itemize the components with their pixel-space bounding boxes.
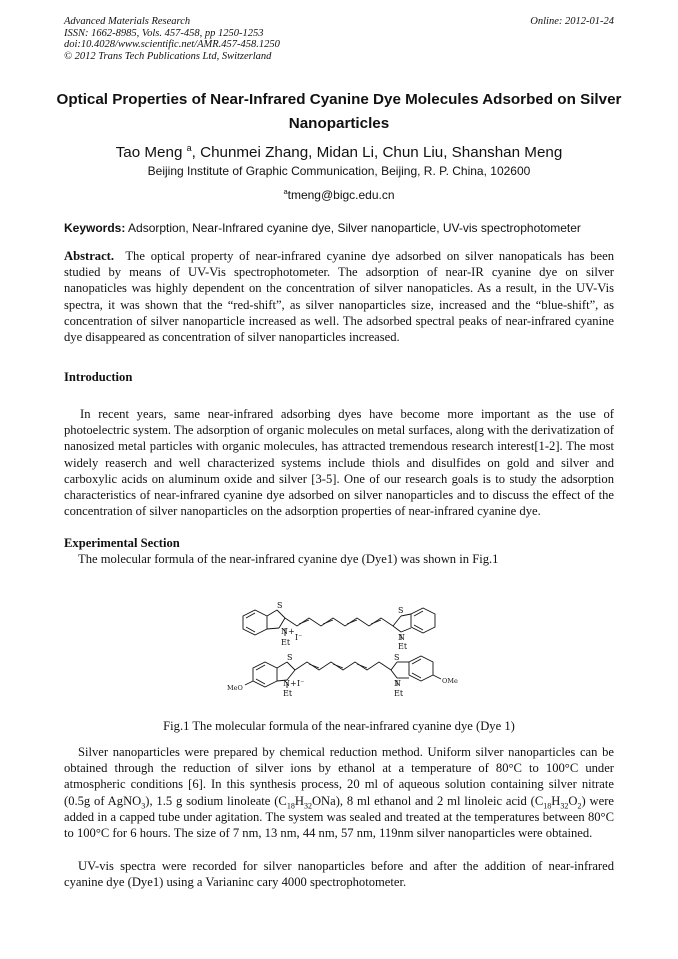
p2-part-e: H [551,793,561,808]
journal-header [64,16,424,62]
p2-sub-5: 32 [560,801,569,811]
doi-line: doi:10.4028/www.scientific.net/AMR.457-458.1250 [64,39,280,50]
p2-part-b: ), 1.5 g sodium linoleate (C [145,793,287,808]
p2-part-d: ONa), 8 ml ethanol and 2 ml linoleic acid (C [311,793,544,808]
p2-sub-4: 18 [543,801,552,811]
p2-sub-2: 18 [286,801,295,811]
cyanine-dye-structure [215,596,475,706]
author-list [44,138,634,163]
email-address[interactable]: tmeng@bigc.edu.cn [287,188,395,202]
contact-email [44,184,634,203]
methoxy-label-left: MeO [227,684,243,692]
journal-name: Advanced Materials Research [64,16,191,27]
sulfur-label-lower-left: S [287,653,293,662]
sulfur-label-upper-right: S [398,606,404,615]
abstract [64,248,614,345]
email-mark: a [283,187,288,196]
paper-title: Optical Properties of Near-Infrared Cyanine Dye Molecules Adsorbed on Silver Nanoparticles [56,91,622,132]
introduction-text: In recent years, same near-infrared adsorbing dyes have become more important as the use of photoelectric system. The adsorption of organic molecules on metal surfaces, along with the derivatization of nanosized metal particles with organic molecules, has attracted tremendous research interest[1-2]. The most widely reaserch and well characterized systems include thiols and disulfides on gold and silver and carboxylic acids on aluminum oxide and silver [3-5]. One of our research goals is to study the adsorption characteristics of near-infrared cyanine dye adsorbed on silver nanoparticles and to discuss the effect of the concentration of silver nanoparticles on the adsorption properties of near-infrared cyanine dye. [64,407,614,519]
introduction-heading: Introduction [64,370,133,384]
p2-sub-1: 3 [141,801,146,811]
nitrogen-label-upper-right: N [398,633,405,642]
author-affil-mark: a [186,143,192,153]
p2-part-f: O [568,793,578,808]
nitrogen-label-lower-right: N [394,679,401,688]
first-author: Tao Meng [115,144,183,162]
keywords [64,220,624,236]
ethyl-label-upper-right: Et [398,642,408,651]
nitrogen-plus-label-lower: N+ [283,679,297,688]
experimental-paragraph-3: UV-vis spectra were recorded for silver nanoparticles before and after the addition of near-infrared cyanine dye (Dye1) using a Varianinc cary 4000 spectrophotometer. [64,859,614,890]
molecular-formula-figure [215,596,475,706]
sulfur-label-lower-right: S [394,653,400,662]
keywords-text: Adsorption, Near-Infrared cyanine dye, Silver nanoparticle, UV-vis spectrophotometer [128,221,581,235]
experimental-paragraph-1: The molecular formula of the near-infrared cyanine dye (Dye1) was shown in Fig.1 [78,552,499,566]
p2-part-c: H [294,793,304,808]
iodide-label-lower: I⁻ [297,679,305,688]
iodide-label-upper: I⁻ [295,633,303,642]
copyright-line: © 2012 Trans Tech Publications Ltd, Switzerland [64,50,272,62]
p2-part-g: ) were added in a capped tube under agitation. The system was sealed and treated at the temperatures between 80°C to 100°C for 6 hours. The size of 7 nm, 13 nm, 44 nm, 57 nm, 119nm silver nanoparticles were obtained. [64,793,614,841]
abstract-label: Abstract. [64,249,115,263]
experimental-paragraph-2 [64,744,614,841]
affiliation: Beijing Institute of Graphic Communication, Beijing, R. P. China, 102600 [147,164,531,178]
abstract-text: The optical property of near-infrared cyanine dye adsorbed on silver nanopaticals has been studied by means of UV-Vis spectrophotometer. The adsorption of near-IR cyanine dye on silver nanopaticles was highly dependent on the concentration of silver nanopaticles. As a result, in the UV-Vis spectra, it was shown that the “red-shift”, as silver nanoparticles size, increased and the “blue-shift”, as concentration of silver nanoparticle increased as well. The adsorbed spectral peaks of near-infrared cyanine dye disappeared as concentration of silver nanoparticles increased. [64,249,614,345]
ethyl-label-upper-left: Et [281,638,291,647]
keywords-label: Keywords: [64,221,126,235]
issn-line: ISSN: 1662-8985, Vols. 457-458, pp 1250-1253 [64,27,264,39]
ethyl-label-lower-right: Et [394,689,404,698]
figure-caption: Fig.1 The molecular formula of the near-infrared cyanine dye (Dye 1) [163,719,515,733]
nitrogen-plus-label-upper: N+ [281,627,295,636]
p2-sub-6: 2 [577,801,582,811]
p2-sub-3: 32 [303,801,312,811]
p2-part-a: Silver nanoparticles were prepared by chemical reduction method. Uniform silver nanoparticles can be obtained through the reduction of silver ions by ethanol at a temperature of 80°C to 100°C under atmospheric conditions [6]. In this synthesis process, 20 ml of aqueous solution containing silver nitrate (0.5g of AgNO [64,745,614,808]
online-date: Online: 2012-01-24 [530,16,614,27]
sulfur-label-upper-left: S [277,601,283,610]
ethyl-label-lower-left: Et [283,689,293,698]
methoxy-label-right: OMe [442,677,458,685]
experimental-heading: Experimental Section [64,536,180,550]
other-authors: , Chunmei Zhang, Midan Li, Chun Liu, Shanshan Meng [191,144,563,162]
